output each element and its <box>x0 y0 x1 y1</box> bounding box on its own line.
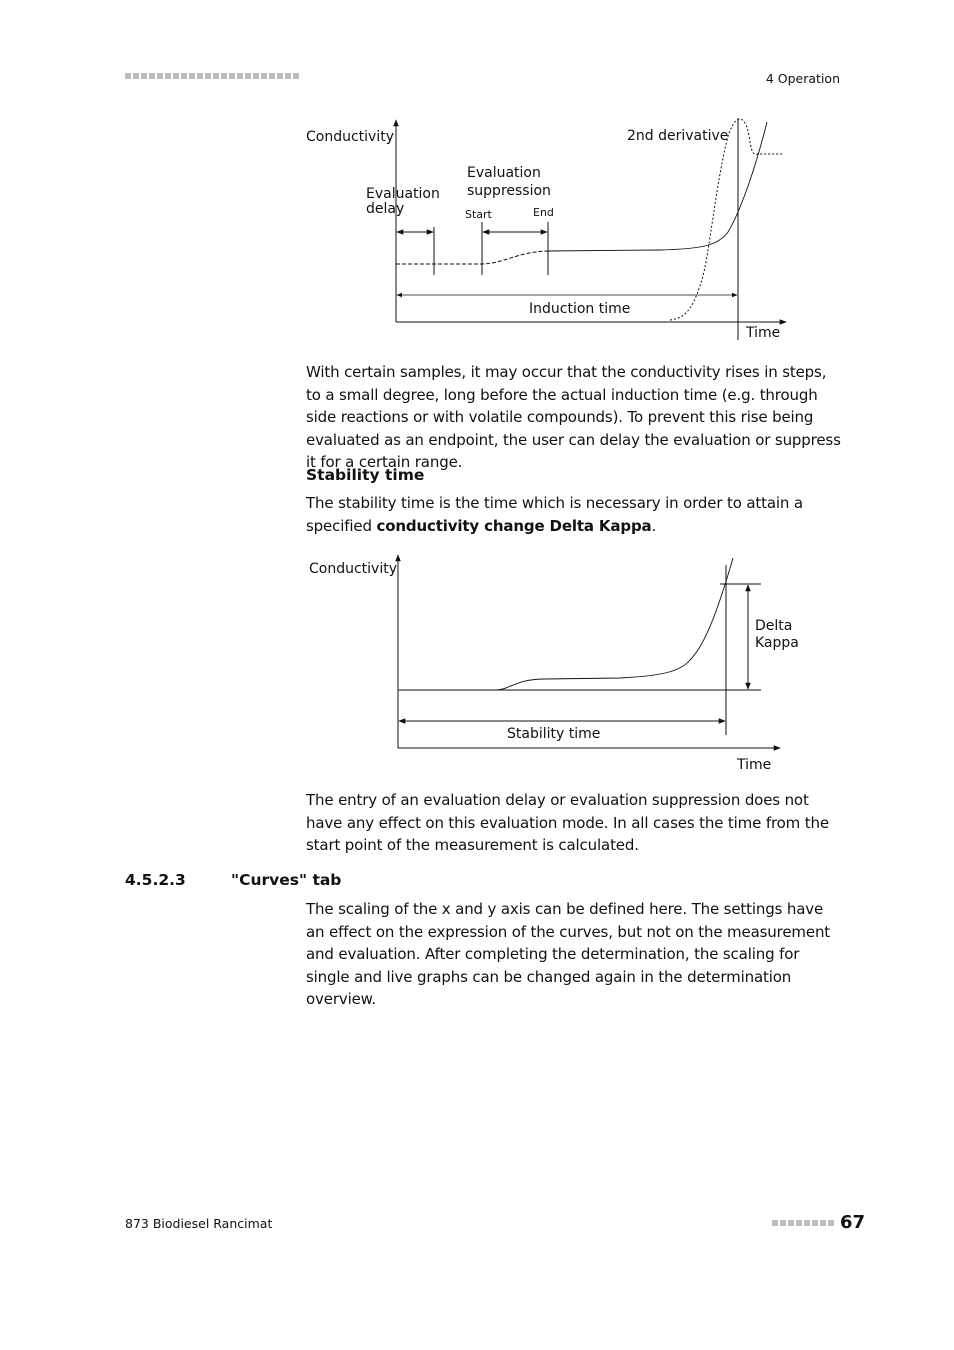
stability-text: The stability time is the time which is necessary in order to attain a specified <box>306 494 803 535</box>
footer-product: 873 Biodiesel Rancimat <box>125 1216 273 1231</box>
stability-text-end: . <box>651 516 657 535</box>
second-derivative-curve <box>670 119 783 320</box>
delay-label-2: delay <box>366 201 405 217</box>
footer-page <box>772 1212 865 1233</box>
footer-decoration <box>772 1220 834 1226</box>
header-section: 4 Operation <box>765 71 840 86</box>
stability-label: Stability time <box>507 726 601 742</box>
y-axis-label: Conductivity <box>309 561 397 577</box>
end-label: End <box>533 206 554 219</box>
suppression-label-1: Evaluation <box>467 165 541 181</box>
conductivity-curve <box>398 558 733 690</box>
section-title: "Curves" tab <box>231 871 342 889</box>
stability-heading: Stability time <box>306 466 425 484</box>
delta-label-2: Kappa <box>755 635 799 651</box>
x-axis-label: Time <box>737 757 772 773</box>
stability-bold-term: conductivity change Delta Kappa <box>376 516 652 535</box>
induction-label: Induction time <box>529 301 631 317</box>
derivative-label: 2nd derivative <box>627 128 729 144</box>
paragraph-stability <box>306 492 841 537</box>
x-axis-label: Time <box>746 325 781 341</box>
conductivity-dashed-curve <box>396 251 548 264</box>
page-number: 67 <box>840 1212 866 1233</box>
induction-time-diagram <box>290 110 810 354</box>
paragraph-evaluation-mode: The entry of an evaluation delay or evaluation suppression does not have any effect on this evaluation mode. In all cases the time from the start point of the measurement is calculated. <box>306 791 829 854</box>
delay-label-1: Evaluation <box>366 186 440 202</box>
y-axis-label: Conductivity <box>306 129 394 145</box>
suppression-label-2: suppression <box>467 183 551 199</box>
stability-time-diagram <box>290 550 810 784</box>
paragraph-curves: The scaling of the x and y axis can be defined here. The settings have an effect on the expression of the curves, but not on the measurement and evaluation. After completing the determination, the scaling for single and live graphs can be changed again in the determination overview. <box>306 900 831 1008</box>
section-number: 4.5.2.3 <box>125 871 186 889</box>
delta-label-1: Delta <box>755 618 793 634</box>
start-label: Start <box>465 208 492 221</box>
paragraph-induction: With certain samples, it may occur that the conductivity rises in steps, to a small degree, long before the actual induction time (e.g. through side reactions or with volatile compounds). To prevent this rise being evaluated as an endpoint, the user can delay the evaluation or suppress it for a certain range. <box>306 363 841 471</box>
header-decoration <box>125 73 299 79</box>
